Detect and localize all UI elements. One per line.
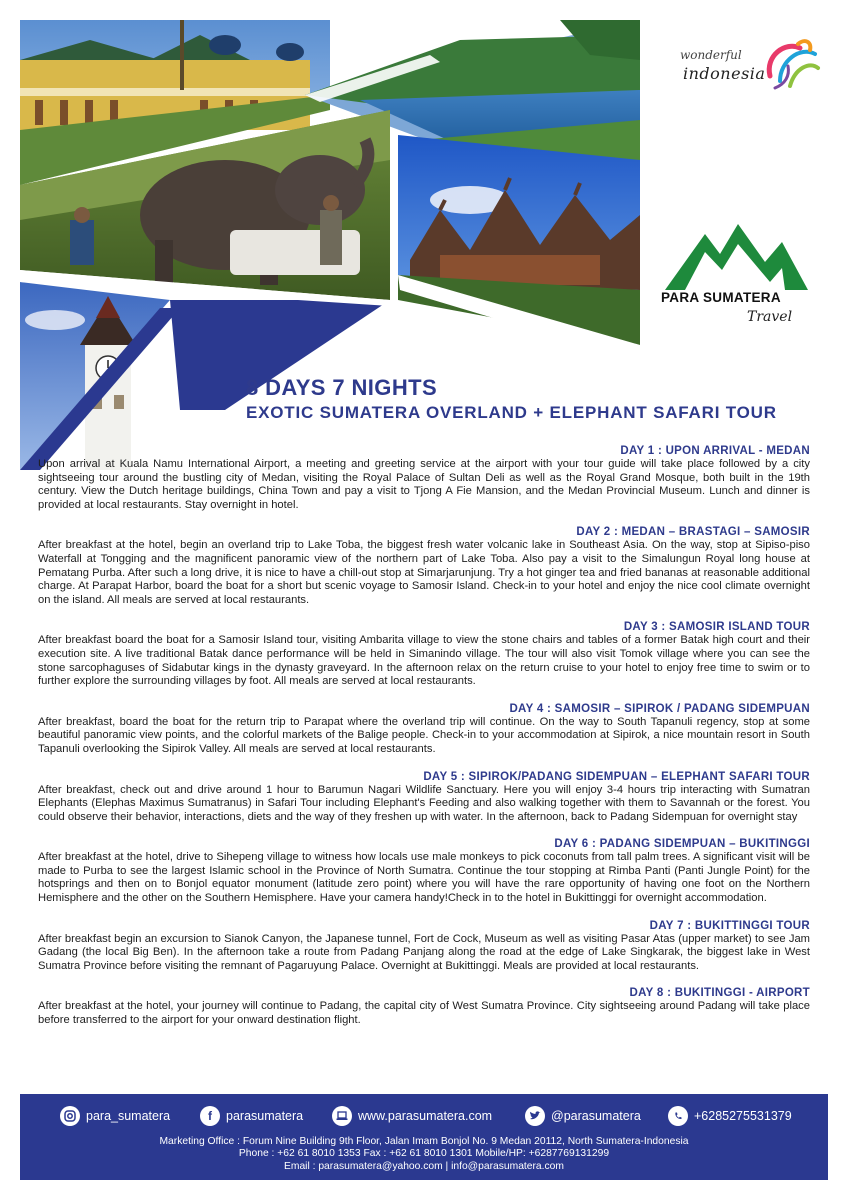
day-3 [38, 620, 810, 688]
day-heading: DAY 3 : SAMOSIR ISLAND TOUR [623, 621, 810, 634]
twitter-icon [525, 1106, 545, 1126]
office-address: Marketing Office : Forum Nine Building 9th Floor, Jalan Imam Bonjol No. 9 Medan 20112, North Sumatera-Indonesia [159, 1136, 689, 1147]
whatsapp-icon [668, 1106, 688, 1126]
day-description: After breakfast, check out and drive around 1 hour to Barumun Nagari Wildlife Sanctuary. Here you will enjoy 3-4 hours trip interacting with Sumatran Elephants (Elephas Maximus Sumatranus) in Safari Tour including Elephant's Feeding and also walking together with them to Savannah or the forest. You could observe their behavior, interactions, diets and the way of they freshen up with water. In the afternoon, back to Padang Sidempuan for overnight stay [38, 783, 810, 823]
day-heading: DAY 1 : UPON ARRIVAL - MEDAN [620, 445, 810, 457]
instagram-icon [60, 1106, 80, 1126]
day-heading: DAY 7 : BUKITTINGGI TOUR [649, 919, 810, 932]
day-heading: DAY 5 : SIPIROK/PADANG SIDEMPUAN – ELEPHANT SAFARI TOUR [423, 770, 810, 783]
day-description: Upon arrival at Kuala Namu International Airport, a meeting and greeting service at the airport with your tour guide will take place followed by a city sightseeing tour around the bustling city of Medan, visiting the Royal Palace of Sultan Deli as well as the Royal Grand Mosque, both built in the 19th century. View the Dutch heritage buildings, China Town and pay a visit to Tjong A Fie Mansion, and the Medan Provincial Museum. Lunch and dinner is provided at local restaurants. Stay overnight in hotel. [38, 458, 810, 511]
day-4 [38, 702, 810, 757]
facebook-link[interactable] [200, 1106, 303, 1126]
day-6 [38, 837, 810, 905]
day-heading: DAY 8 : BUKITINGGI - AIRPORT [629, 987, 810, 1000]
day-1 [38, 444, 810, 512]
tour-duration-title: 8 DAYS 7 NIGHTS [246, 375, 438, 400]
day-description: After breakfast, board the boat for the return trip to Parapat where the overland trip will continue. On the way to South Tapanuli regency, stop at some beautiful panoramic view points, and the colorful markets of the Balige people. Check-in to your accommodation at Sipirok, a nice mountain resort in South Tapanuli overlooking the Sipirok Valley. All meals are served at local restaurants. [38, 715, 810, 755]
day-heading: DAY 6 : PADANG SIDEMPUAN – BUKITINGGI [554, 838, 810, 851]
day-description: After breakfast at the hotel, drive to Sihepeng village to witness how locals use male monkeys to pick coconuts from tall palm trees. A significant visit will be made to Purba to see the largest Islamic school in the Province of North Sumatra. Continue the tour stopping at Rimba Panti (Panti Jungle Point) for the hotsprings and then on to Bonjol equator monument (latitude zero point) where you will have the rare opportunity of having one foot on the Northern Hemisphere and the other on the Southern Hemisphere. Have your camera handy!Check in to the hotel in Bukittinggi for overnight accommodation. [38, 851, 810, 905]
laptop-icon [332, 1106, 352, 1126]
day-description: After breakfast begin an excursion to Sianok Canyon, the Japanese tunnel, Fort de Cock, Museum as well as visiting Pasar Atas (upper market) to see Jam Gadang (the local Big Ben). In the afternoon take a route from Padang Panjang along the road at the edge of Lake Singkarak, the biggest lake in West Sumatra Province before visiting the remnant of Pagaruyung Palace. Overnight at Bukittinggi. Meals are provided at local restaurants. [38, 932, 810, 972]
office-address-block [20, 1136, 828, 1173]
garuda-icon [760, 36, 822, 92]
day-5 [38, 770, 810, 825]
day-description: After breakfast at the hotel, begin an overland trip to Lake Toba, the biggest fresh water volcanic lake in Southeast Asia. On the way, stop at Sipiso-piso Waterfall at Tongging and the magnificent panoramic view of the northern part of Lake Toba. Also pay a visit to the Simalungun Royal long house at Pematang Purba. After such a long drive, it is nice to have a chill-out stop at Simarjarunjung. Try a hot ginger tea and fried bananas at reasonable additional charge. At Parapat Harbor, board the boat for a short but scenic voyage to Samosir Island. Check-in to your hotel and enjoy the nice cool climate overnight on the island. All meals are served at local restaurants. [38, 539, 810, 606]
day-2 [38, 525, 810, 607]
wonderful-indonesia-logo [680, 36, 830, 96]
para-sumatera-logo [655, 222, 815, 332]
phone-line: Phone : +62 61 8010 1353 Fax : +62 61 8010 1301 Mobile/HP: +6287769131299 [238, 1148, 610, 1160]
contact-footer [20, 1094, 828, 1180]
facebook-icon: f [200, 1106, 220, 1126]
company-name: PARA SUMATERA [661, 290, 781, 305]
logo-wonderful-text: wonderful [680, 48, 742, 62]
day-heading: DAY 2 : MEDAN – BRASTAGI – SAMOSIR [576, 526, 810, 539]
email-line: Email : parasumatera@yahoo.com | info@parasumatera.com [284, 1160, 564, 1172]
whatsapp-link[interactable] [668, 1106, 792, 1126]
mountain-icon [660, 222, 810, 292]
instagram-handle: para_sumatera [86, 1109, 171, 1123]
itinerary [38, 444, 810, 1041]
whatsapp-number: +6285275531379 [694, 1109, 792, 1123]
instagram-link[interactable] [60, 1106, 170, 1126]
clock-tower-photo [20, 282, 170, 470]
day-heading: DAY 4 : SAMOSIR – SIPIROK / PADANG SIDEMPUAN [509, 702, 810, 715]
twitter-link[interactable] [525, 1106, 641, 1126]
website-url: www.parasumatera.com [358, 1109, 493, 1123]
company-tagline: Travel [747, 309, 793, 325]
website-link[interactable] [332, 1106, 492, 1126]
social-links [20, 1106, 828, 1128]
logo-indonesia-text: indonesia [683, 64, 766, 83]
day-description: After breakfast board the boat for a Samosir Island tour, visiting Ambarita village to view the stone chairs and tables of a former Batak high court and their execution site. A live traditional Batak dance performance will be held in Simanindo village. The tour will also visit Tomok village where you can see the stone sarcophaguses of Sidabutar kings in the dynasty graveyard. In the afternoon relax on the return cruise to your hotel to enjoy free time to swim or to further explore the surrounding villages by foot. All meals are served at local restaurants. [38, 634, 810, 688]
twitter-handle: @parasumatera [551, 1109, 641, 1123]
day-7 [38, 919, 810, 974]
facebook-handle: parasumatera [226, 1109, 304, 1123]
day-description: After breakfast at the hotel, your journey will continue to Padang, the capital city of West Sumatra Province. City sightseeing around Padang will take place before transferred to the airport for your onward destination flight. [38, 1000, 810, 1027]
day-8 [38, 986, 810, 1027]
tour-name-subtitle: EXOTIC SUMATERA OVERLAND + ELEPHANT SAFARI TOUR [246, 403, 777, 422]
